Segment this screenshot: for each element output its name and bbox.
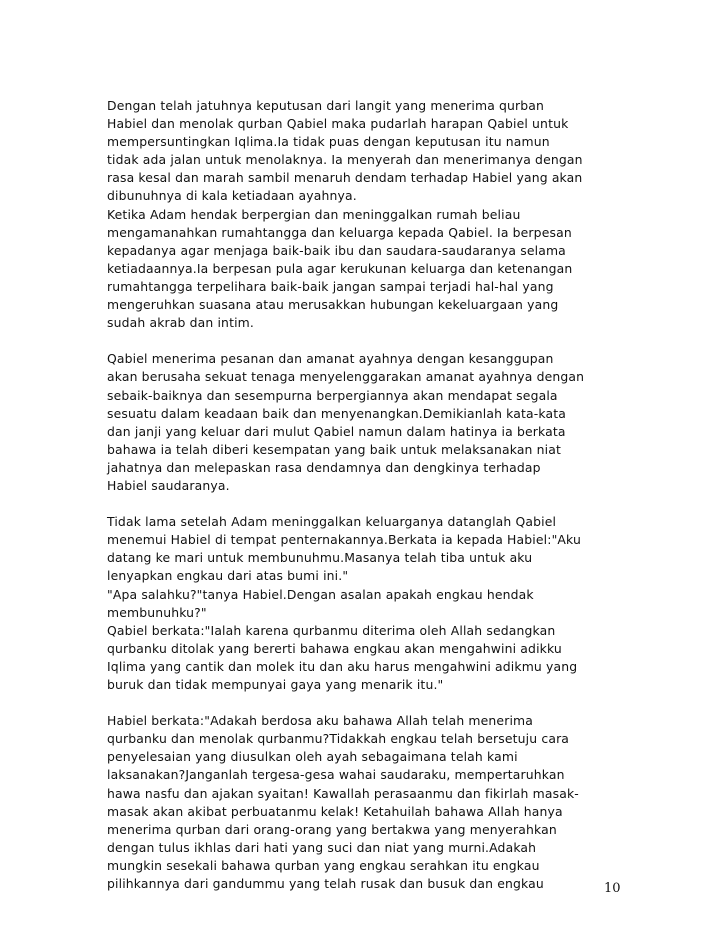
text-line: masak akan akibat perbuatanmu kelak! Ketahuilah bahawa Allah hanya (107, 803, 563, 819)
text-line: lenyapkan engkau dari atas bumi ini." (107, 568, 349, 584)
text-line: mempersuntingkan Iqlima.Ia tidak puas dengan keputusan itu namun (107, 134, 550, 150)
text-line: menerima qurban dari orang-orang yang bertakwa yang menyerahkan (107, 821, 557, 837)
body-text (107, 97, 627, 893)
text-line: "Apa salahku?"tanya Habiel.Dengan asalan apakah engkau hendak (107, 586, 534, 602)
text-line: buruk dan tidak mempunyai gaya yang menarik itu." (107, 677, 444, 692)
text-line: jahatnya dan melepaskan rasa dendamnya dan dengkinya terhadap (107, 459, 541, 475)
text-line: ketiadaannya.Ia berpesan pula agar kerukunan keluarga dan ketenangan (107, 260, 573, 276)
text-line: sudah akrab dan intim. (107, 315, 254, 331)
text-line: Qabiel menerima pesanan dan amanat ayahnya dengan kesanggupan (107, 351, 554, 367)
paragraph (107, 622, 627, 694)
text-line: Qabiel berkata:"Ialah karena qurbanmu diterima oleh Allah sedangkan (107, 622, 556, 638)
paragraph (107, 97, 627, 206)
text-line: mengamanahkan rumahtangga dan keluarga kepada Qabiel. Ia berpesan (107, 224, 572, 240)
text-line: qurbanku ditolak yang bererti bahawa engkau akan mengahwini adikku (107, 640, 562, 656)
text-line: hawa nasfu dan ajakan syaitan! Kawallah perasaanmu dan fikirlah masak- (107, 785, 579, 801)
text-line: datang ke mari untuk membunuhmu.Masanya telah tiba untuk aku (107, 550, 533, 566)
text-line: sebaik-baiknya dan sesempurna berpergiannya akan mendapat segala (107, 387, 558, 403)
text-line: kepadanya agar menjaga baik-baik ibu dan saudara-saudaranya selama (107, 242, 566, 258)
paragraph (107, 586, 627, 622)
text-line: Dengan telah jatuhnya keputusan dari langit yang menerima qurban (107, 98, 545, 113)
text-line: Tidak lama setelah Adam meninggalkan keluarganya datanglah Qabiel (107, 514, 557, 530)
text-line: qurbanku dan menolak qurbanmu?Tidakkah engkau telah bersetuju cara (107, 731, 570, 747)
text-line: Habiel dan menolak qurban Qabiel maka pudarlah harapan Qabiel untuk (107, 116, 569, 132)
paragraph (107, 350, 627, 495)
text-line: penyelesaian yang diusulkan oleh ayah sebagaimana telah kami (107, 749, 518, 765)
text-line: dengan tulus ikhlas dari hati yang suci dan niat yang murni.Adakah (107, 839, 537, 855)
paragraph (107, 206, 627, 333)
text-line: Habiel saudaranya. (107, 477, 230, 493)
text-line: akan berusaha sekuat tenaga menyelenggarakan amanat ayahnya dengan (107, 369, 585, 385)
text-line: membunuhku?" (107, 604, 207, 620)
text-line: sesuatu dalam keadaan baik dan menyenangkan.Demikianlah kata-kata (107, 405, 566, 421)
text-line: pilihkannya dari gandummu yang telah rusak dan busuk dan engkau (107, 876, 544, 892)
text-line: rumahtangga terpelihara baik-baik jangan sampai terjadi hal-hal yang (107, 278, 554, 294)
text-line: dibunuhnya di kala ketiadaan ayahnya. (107, 188, 357, 204)
text-line: Habiel berkata:"Adakah berdosa aku bahawa Allah telah menerima (107, 713, 534, 729)
text-line: dan janji yang keluar dari mulut Qabiel namun dalam hatinya ia berkata (107, 423, 566, 439)
text-line: mungkin sesekali bahawa qurban yang engkau serahkan itu engkau (107, 857, 540, 873)
text-line: rasa kesal dan marah sambil menaruh dendam terhadap Habiel yang akan (107, 170, 583, 186)
text-line: Iqlima yang cantik dan molek itu dan aku harus mengahwini adikmu yang (107, 658, 578, 674)
text-line: bahawa ia telah diberi kesempatan yang baik untuk melaksanakan niat (107, 441, 561, 457)
text-line: mengeruhkan suasana atau merusakkan hubungan kekeluargaan yang (107, 297, 559, 313)
text-line: laksanakan?Janganlah tergesa-gesa wahai saudaraku, mempertaruhkan (107, 767, 565, 783)
text-line: tidak ada jalan untuk menolaknya. Ia menyerah dan menerimanya dengan (107, 152, 583, 168)
text-line: Ketika Adam hendak berpergian dan meninggalkan rumah beliau (107, 206, 521, 222)
page-number: 10 (604, 881, 621, 896)
text-line: menemui Habiel di tempat penternakannya.Berkata ia kepada Habiel:"Aku (107, 532, 581, 548)
paragraph (107, 513, 627, 585)
paragraph (107, 712, 627, 893)
